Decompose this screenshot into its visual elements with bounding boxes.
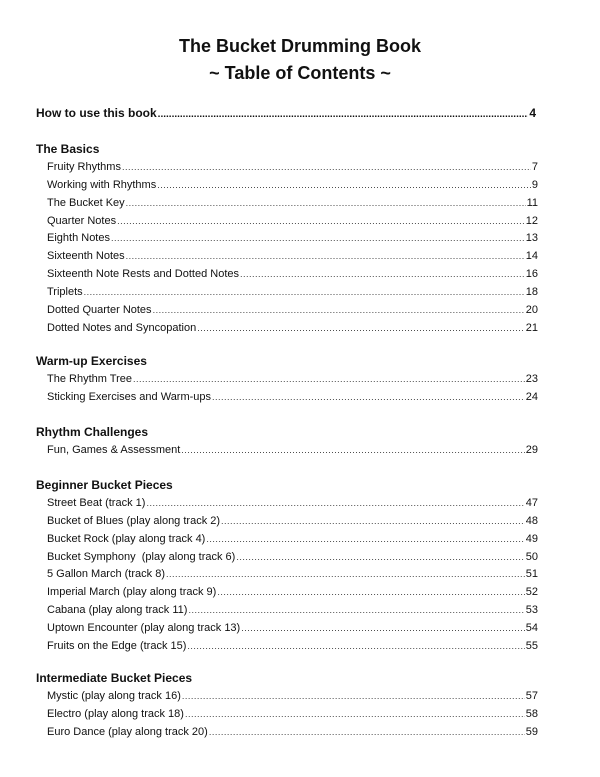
dot-leader: [126, 195, 526, 213]
entry-page: 52: [525, 586, 538, 599]
entry-page: 48: [525, 514, 538, 527]
section-rhythm-challenges: [36, 424, 538, 460]
dot-leader: [122, 159, 531, 177]
entry-label: Euro Dance (play along track 20): [47, 725, 208, 738]
toc-entry[interactable]: [47, 389, 538, 407]
dot-leader: [212, 389, 525, 407]
dot-leader: [166, 566, 525, 584]
section-intermediate-bucket-pieces: [36, 670, 538, 742]
entry-label: 5 Gallon March (track 8): [47, 568, 165, 581]
entry-label: Sixteenth Notes: [47, 250, 125, 263]
toc-entry[interactable]: [47, 531, 538, 549]
entry-label: Quarter Notes: [47, 214, 117, 227]
section-heading: Warm-up Exercises: [36, 354, 147, 368]
entry-page: 51: [525, 568, 538, 581]
dot-leader: [84, 284, 525, 302]
dot-leader: [241, 620, 525, 638]
entry-page: 21: [525, 321, 538, 334]
dot-leader: [182, 688, 525, 706]
toc-entry[interactable]: [47, 266, 538, 284]
dot-leader: [209, 724, 525, 742]
entry-label: Fruits on the Edge (track 15): [47, 639, 187, 652]
section-heading: The Basics: [36, 142, 100, 156]
entry-page: 49: [525, 532, 538, 545]
entry-label: Uptown Encounter (play along track 13): [47, 621, 241, 634]
toc-entry[interactable]: [47, 602, 538, 620]
entry-label: Sixteenth Note Rests and Dotted Notes: [47, 268, 239, 281]
dot-leader: [117, 213, 525, 231]
toc-entry[interactable]: [47, 195, 538, 213]
entry-page: 55: [525, 639, 538, 652]
entry-page: 13: [525, 232, 538, 245]
entry-page: 9: [531, 178, 538, 191]
toc-entry[interactable]: [47, 724, 538, 742]
dot-leader: [197, 320, 525, 338]
section-warm-up-exercises: [36, 353, 538, 407]
entry-label: Cabana (play along track 11): [47, 604, 188, 617]
dot-leader: [126, 248, 525, 266]
entry-page: 11: [526, 196, 538, 209]
howto-entry[interactable]: [36, 106, 536, 120]
entry-label: Working with Rhythms: [47, 178, 157, 191]
toc-entry[interactable]: [47, 159, 538, 177]
toc-entry[interactable]: [47, 706, 538, 724]
dot-leader: [153, 302, 525, 320]
dot-leader: [187, 638, 524, 656]
entry-label: Dotted Notes and Syncopation: [47, 321, 197, 334]
toc-entry[interactable]: [47, 248, 538, 266]
dot-leader: [236, 549, 524, 567]
entry-page: 20: [525, 303, 538, 316]
entry-page: 54: [525, 621, 538, 634]
section-heading: Rhythm Challenges: [36, 425, 149, 439]
dot-leader: [111, 230, 525, 248]
entry-label: Imperial March (play along track 9): [47, 586, 217, 599]
entry-label: Electro (play along track 18): [47, 707, 184, 720]
entry-label: The Bucket Key: [47, 196, 125, 209]
entry-page: 18: [525, 285, 538, 298]
entry-label: Bucket Symphony (play along track 6): [47, 550, 236, 563]
dot-leader: [206, 531, 524, 549]
entry-page: 14: [525, 250, 538, 263]
toc-entry[interactable]: [47, 284, 538, 302]
dot-leader: [221, 513, 525, 531]
entry-label: Dotted Quarter Notes: [47, 303, 152, 316]
entry-label: Eighth Notes: [47, 232, 110, 245]
toc-entry[interactable]: [47, 213, 538, 231]
entry-page: 50: [525, 550, 538, 563]
entry-label: The Rhythm Tree: [47, 373, 132, 385]
entry-page: 53: [525, 604, 538, 617]
entry-label: Fun, Games & Assessment: [47, 444, 181, 456]
toc-entry[interactable]: [47, 584, 538, 602]
entry-page: 12: [525, 214, 538, 227]
toc-entry[interactable]: [47, 177, 538, 195]
book-title: The Bucket Drumming Book: [178, 36, 422, 56]
section-heading: Intermediate Bucket Pieces: [36, 671, 193, 685]
section-the-basics: [36, 141, 538, 337]
entry-page: 23: [525, 373, 538, 385]
page-title: [0, 33, 600, 87]
entry-page: 7: [531, 161, 538, 173]
dot-leader: [181, 442, 524, 460]
toc-entry[interactable]: [47, 320, 538, 338]
toc-entry[interactable]: [47, 442, 538, 460]
dot-leader: [188, 602, 524, 620]
dot-leader: [185, 706, 525, 724]
toc-entry[interactable]: [47, 688, 538, 706]
toc-entry[interactable]: [47, 549, 538, 567]
toc-entry[interactable]: [47, 620, 538, 638]
dot-leader: [146, 495, 524, 513]
toc-entry[interactable]: [47, 371, 538, 389]
section-heading: Beginner Bucket Pieces: [36, 478, 173, 492]
entry-page: 24: [525, 390, 538, 403]
entry-label: Street Beat (track 1): [47, 497, 146, 509]
entry-label: Triplets: [47, 285, 83, 298]
entry-label: Fruity Rhythms: [47, 161, 121, 173]
entry-page: 57: [525, 690, 538, 702]
toc-entry[interactable]: [47, 302, 538, 320]
dot-leader: [240, 266, 525, 284]
toc-entry[interactable]: [47, 230, 538, 248]
entry-page: 59: [525, 725, 538, 738]
entry-page: 16: [525, 268, 538, 281]
entry-label: Sticking Exercises and Warm-ups: [47, 390, 212, 403]
entry-page: 58: [525, 707, 538, 720]
entry-page: 47: [525, 497, 538, 509]
entry-page: 29: [525, 444, 538, 456]
entry-label: Mystic (play along track 16): [47, 690, 181, 702]
toc-entry[interactable]: [47, 638, 538, 656]
dot-leader: [158, 109, 529, 120]
entry-label: Bucket Rock (play along track 4): [47, 532, 206, 545]
section-beginner-bucket-pieces: [36, 477, 538, 656]
howto-page: 4: [529, 106, 536, 120]
dot-leader: [133, 371, 525, 389]
toc-entry[interactable]: [47, 513, 538, 531]
entry-label: Bucket of Blues (play along track 2): [47, 514, 221, 527]
dot-leader: [217, 584, 524, 602]
howto-label: How to use this book: [36, 106, 157, 120]
toc-title: ~ Table of Contents ~: [209, 63, 391, 83]
toc-entry[interactable]: [47, 495, 538, 513]
toc-entry[interactable]: [47, 566, 538, 584]
dot-leader: [157, 177, 531, 195]
